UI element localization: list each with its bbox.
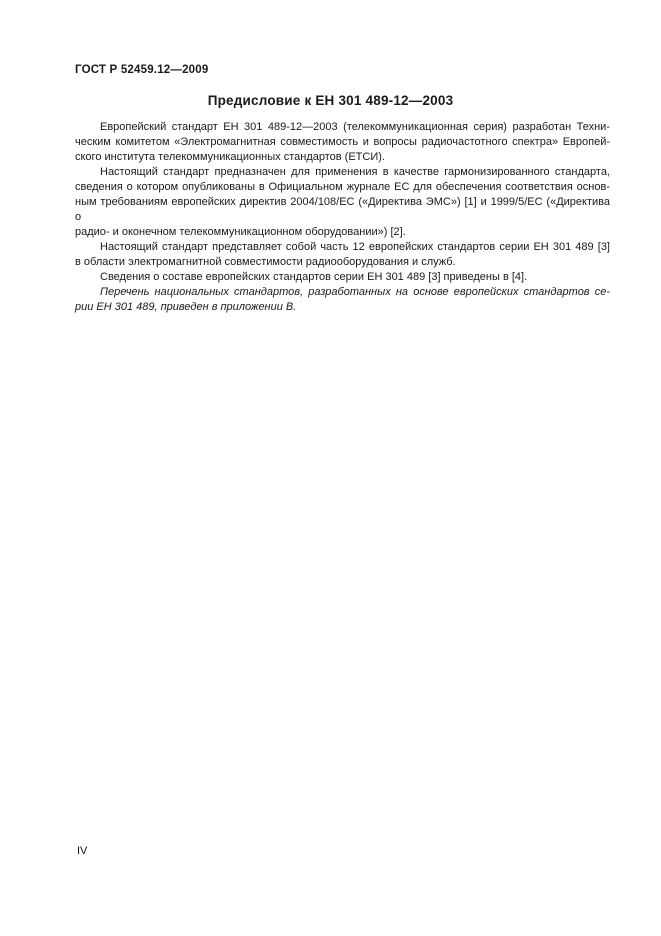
paragraph-line: радио- и оконечном телекоммуникационном оборудовании») [2].	[75, 226, 406, 238]
paragraph-line: рии ЕН 301 489, приведен в приложении В.	[75, 301, 297, 313]
paragraph-line: Настоящий стандарт представляет собой часть 12 европейских стандартов серии ЕН 301 489 [3]	[100, 241, 610, 253]
paragraph	[75, 240, 610, 270]
page-number: IV	[77, 845, 88, 857]
paragraph-line: Европейский стандарт ЕН 301 489-12—2003 (телекоммуникационная серия) разработан Техни-	[100, 121, 610, 133]
running-header-standard-number: ГОСТ Р 52459.12—2009	[75, 64, 209, 76]
paragraph-line: ческим комитетом «Электромагнитная совместимость и вопросы радиочастотного спектра» Европей-	[75, 136, 610, 148]
paragraph	[75, 270, 610, 285]
paragraph	[75, 285, 610, 315]
paragraph	[75, 165, 610, 240]
paragraph-line: Настоящий стандарт предназначен для применения в качестве гармонизированного стандарта,	[100, 166, 610, 178]
document-body	[75, 120, 610, 315]
page-title: Предисловие к ЕН 301 489-12—2003	[207, 93, 454, 108]
paragraph	[75, 120, 610, 165]
paragraph-line: Перечень национальных стандартов, разработанных на основе европейских стандартов се-	[100, 286, 610, 298]
paragraph-line: сведения о котором опубликованы в Официальном журнале ЕС для обеспечения соответствия основ-	[75, 181, 610, 193]
paragraph-line: в области электромагнитной совместимости радиооборудования и служб.	[75, 256, 456, 268]
paragraph-line: ным требованиям европейских директив 2004/108/ЕС («Директива ЭМС») [1] и 1999/5/ЕС («Директива о	[75, 196, 610, 223]
paragraph-line: ского института телекоммуникационных стандартов (ЕТСИ).	[75, 151, 385, 163]
paragraph-line: Сведения о составе европейских стандартов серии ЕН 301 489 [3] приведены в [4].	[100, 271, 528, 283]
